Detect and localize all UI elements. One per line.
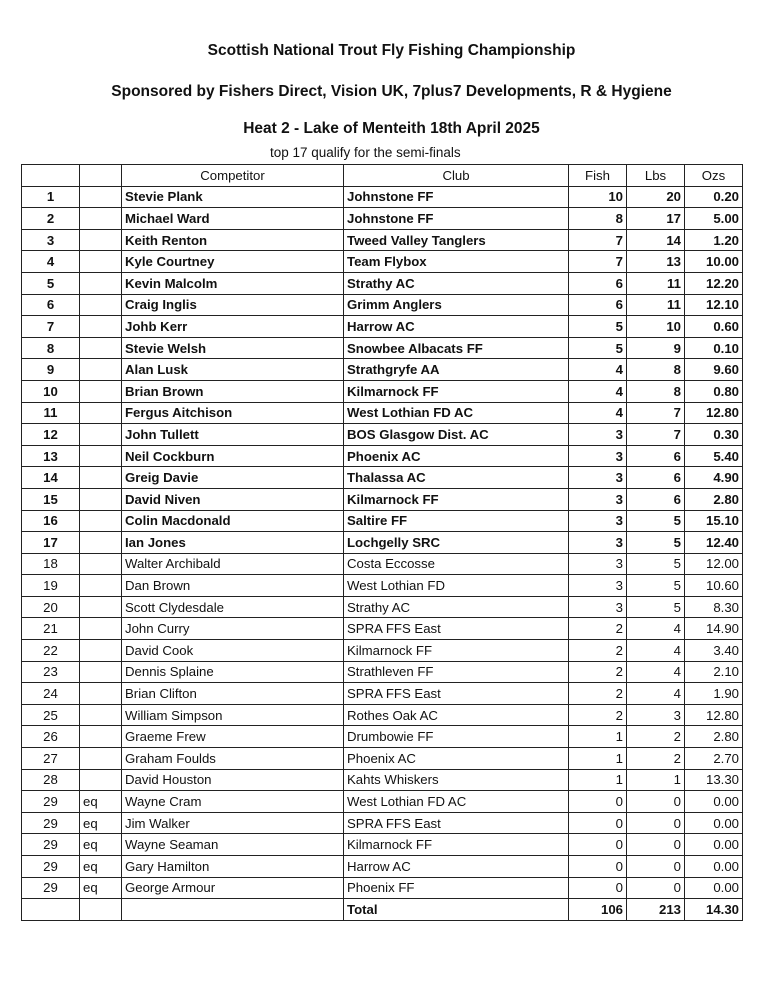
header-club: Club: [344, 165, 569, 187]
rank-cell: 1: [22, 186, 80, 208]
table-row: [22, 596, 743, 618]
header-rank: [22, 165, 80, 187]
rank-cell: 4: [22, 251, 80, 273]
lbs-cell: 17: [627, 208, 685, 230]
ozs-cell: 0.00: [685, 791, 743, 813]
eq-cell: eq: [80, 877, 122, 899]
lbs-cell: 5: [627, 510, 685, 532]
eq-cell: [80, 488, 122, 510]
lbs-cell: 8: [627, 359, 685, 381]
table-row: [22, 791, 743, 813]
table-row: [22, 208, 743, 230]
total-blank-eq: [80, 899, 122, 921]
rank-cell: 29: [22, 877, 80, 899]
table-row: [22, 359, 743, 381]
club-cell: SPRA FFS East: [344, 683, 569, 705]
club-cell: Kilmarnock FF: [344, 640, 569, 662]
eq-cell: [80, 661, 122, 683]
table-row: [22, 856, 743, 878]
fish-cell: 3: [569, 510, 627, 532]
club-cell: Phoenix FF: [344, 877, 569, 899]
ozs-cell: 4.90: [685, 467, 743, 489]
competitor-cell: George Armour: [122, 877, 344, 899]
eq-cell: eq: [80, 791, 122, 813]
total-blank-rank: [22, 899, 80, 921]
table-row: [22, 834, 743, 856]
ozs-cell: 0.00: [685, 877, 743, 899]
rank-cell: 29: [22, 834, 80, 856]
ozs-cell: 0.00: [685, 856, 743, 878]
sponsors-line: Sponsored by Fishers Direct, Vision UK, 7plus7 Developments, R & Hygiene: [111, 83, 672, 100]
fish-cell: 3: [569, 575, 627, 597]
competitor-cell: Graham Foulds: [122, 748, 344, 770]
lbs-cell: 4: [627, 640, 685, 662]
competitor-cell: John Curry: [122, 618, 344, 640]
rank-cell: 10: [22, 380, 80, 402]
table-row: [22, 575, 743, 597]
rank-cell: 8: [22, 337, 80, 359]
rank-cell: 18: [22, 553, 80, 575]
lbs-cell: 0: [627, 834, 685, 856]
ozs-cell: 12.80: [685, 402, 743, 424]
ozs-cell: 13.30: [685, 769, 743, 791]
table-row: [22, 294, 743, 316]
club-cell: BOS Glasgow Dist. AC: [344, 424, 569, 446]
club-cell: SPRA FFS East: [344, 812, 569, 834]
competitor-cell: Graeme Frew: [122, 726, 344, 748]
ozs-cell: 0.20: [685, 186, 743, 208]
rank-cell: 24: [22, 683, 80, 705]
lbs-cell: 13: [627, 251, 685, 273]
rank-cell: 15: [22, 488, 80, 510]
ozs-cell: 14.90: [685, 618, 743, 640]
lbs-cell: 0: [627, 812, 685, 834]
rank-cell: 20: [22, 596, 80, 618]
competitor-cell: David Houston: [122, 769, 344, 791]
competitor-cell: Dan Brown: [122, 575, 344, 597]
competitor-cell: Scott Clydesdale: [122, 596, 344, 618]
club-cell: West Lothian FD AC: [344, 402, 569, 424]
eq-cell: [80, 769, 122, 791]
ozs-cell: 2.80: [685, 726, 743, 748]
club-cell: Strathy AC: [344, 272, 569, 294]
ozs-cell: 2.70: [685, 748, 743, 770]
table-row: [22, 510, 743, 532]
qualify-note: top 17 qualify for the semi-finals: [270, 145, 461, 160]
fish-cell: 3: [569, 445, 627, 467]
club-cell: Harrow AC: [344, 856, 569, 878]
rank-cell: 7: [22, 316, 80, 338]
ozs-cell: 0.60: [685, 316, 743, 338]
club-cell: Kilmarnock FF: [344, 834, 569, 856]
table-row: [22, 532, 743, 554]
rank-cell: 16: [22, 510, 80, 532]
eq-cell: [80, 316, 122, 338]
club-cell: SPRA FFS East: [344, 618, 569, 640]
eq-cell: [80, 683, 122, 705]
rank-cell: 13: [22, 445, 80, 467]
fish-cell: 2: [569, 618, 627, 640]
fish-cell: 2: [569, 683, 627, 705]
club-cell: Kilmarnock FF: [344, 488, 569, 510]
table-row: [22, 488, 743, 510]
club-cell: Lochgelly SRC: [344, 532, 569, 554]
competitor-cell: Jim Walker: [122, 812, 344, 834]
header-competitor: Competitor: [122, 165, 344, 187]
rank-cell: 11: [22, 402, 80, 424]
eq-cell: [80, 402, 122, 424]
competitor-cell: Craig Inglis: [122, 294, 344, 316]
fish-cell: 1: [569, 769, 627, 791]
ozs-cell: 2.10: [685, 661, 743, 683]
lbs-cell: 0: [627, 791, 685, 813]
fish-cell: 2: [569, 661, 627, 683]
ozs-cell: 10.00: [685, 251, 743, 273]
ozs-cell: 0.00: [685, 812, 743, 834]
rank-cell: 17: [22, 532, 80, 554]
table-row: [22, 640, 743, 662]
lbs-cell: 6: [627, 445, 685, 467]
club-cell: Harrow AC: [344, 316, 569, 338]
competitor-cell: Neil Cockburn: [122, 445, 344, 467]
rank-cell: 5: [22, 272, 80, 294]
rank-cell: 22: [22, 640, 80, 662]
rank-cell: 29: [22, 791, 80, 813]
eq-cell: eq: [80, 856, 122, 878]
total-lbs: 213: [627, 899, 685, 921]
competitor-cell: Dennis Splaine: [122, 661, 344, 683]
club-cell: West Lothian FD: [344, 575, 569, 597]
eq-cell: [80, 251, 122, 273]
competitor-cell: David Cook: [122, 640, 344, 662]
competitor-cell: Brian Brown: [122, 380, 344, 402]
ozs-cell: 12.00: [685, 553, 743, 575]
total-fish: 106: [569, 899, 627, 921]
eq-cell: [80, 424, 122, 446]
results-table: [21, 164, 743, 921]
table-row: [22, 424, 743, 446]
lbs-cell: 4: [627, 618, 685, 640]
lbs-cell: 0: [627, 856, 685, 878]
lbs-cell: 11: [627, 294, 685, 316]
lbs-cell: 14: [627, 229, 685, 251]
competitor-cell: Kevin Malcolm: [122, 272, 344, 294]
club-cell: Drumbowie FF: [344, 726, 569, 748]
competitor-cell: Johb Kerr: [122, 316, 344, 338]
ozs-cell: 5.40: [685, 445, 743, 467]
competitor-cell: Kyle Courtney: [122, 251, 344, 273]
fish-cell: 4: [569, 359, 627, 381]
competitor-cell: Walter Archibald: [122, 553, 344, 575]
lbs-cell: 9: [627, 337, 685, 359]
table-row: [22, 618, 743, 640]
rank-cell: 26: [22, 726, 80, 748]
lbs-cell: 3: [627, 704, 685, 726]
table-header-row: [22, 165, 743, 187]
fish-cell: 6: [569, 294, 627, 316]
rank-cell: 25: [22, 704, 80, 726]
table-row: [22, 704, 743, 726]
fish-cell: 4: [569, 380, 627, 402]
ozs-cell: 12.40: [685, 532, 743, 554]
rank-cell: 2: [22, 208, 80, 230]
fish-cell: 3: [569, 424, 627, 446]
fish-cell: 0: [569, 791, 627, 813]
eq-cell: [80, 575, 122, 597]
header-eq: [80, 165, 122, 187]
eq-cell: [80, 272, 122, 294]
eq-cell: [80, 532, 122, 554]
club-cell: Tweed Valley Tanglers: [344, 229, 569, 251]
competitor-cell: William Simpson: [122, 704, 344, 726]
rank-cell: 9: [22, 359, 80, 381]
eq-cell: [80, 445, 122, 467]
table-row: [22, 337, 743, 359]
lbs-cell: 6: [627, 467, 685, 489]
table-row: [22, 683, 743, 705]
competitor-cell: Stevie Welsh: [122, 337, 344, 359]
club-cell: Phoenix AC: [344, 748, 569, 770]
eq-cell: [80, 337, 122, 359]
header-ozs: Ozs: [685, 165, 743, 187]
club-cell: Phoenix AC: [344, 445, 569, 467]
competitor-cell: Alan Lusk: [122, 359, 344, 381]
competitor-cell: David Niven: [122, 488, 344, 510]
heat-title: Heat 2 - Lake of Menteith 18th April 2025: [243, 120, 540, 137]
lbs-cell: 2: [627, 726, 685, 748]
rank-cell: 21: [22, 618, 80, 640]
eq-cell: [80, 229, 122, 251]
total-ozs: 14.30: [685, 899, 743, 921]
fish-cell: 2: [569, 704, 627, 726]
table-row: [22, 661, 743, 683]
eq-cell: eq: [80, 834, 122, 856]
eq-cell: [80, 618, 122, 640]
rank-cell: 29: [22, 856, 80, 878]
lbs-cell: 10: [627, 316, 685, 338]
lbs-cell: 5: [627, 553, 685, 575]
lbs-cell: 20: [627, 186, 685, 208]
club-cell: Kilmarnock FF: [344, 380, 569, 402]
lbs-cell: 8: [627, 380, 685, 402]
fish-cell: 5: [569, 337, 627, 359]
fish-cell: 2: [569, 640, 627, 662]
competitor-cell: Brian Clifton: [122, 683, 344, 705]
eq-cell: [80, 380, 122, 402]
eq-cell: [80, 596, 122, 618]
rank-cell: 6: [22, 294, 80, 316]
fish-cell: 8: [569, 208, 627, 230]
championship-title: Scottish National Trout Fly Fishing Championship: [207, 42, 576, 59]
total-blank-competitor: [122, 899, 344, 921]
eq-cell: [80, 359, 122, 381]
competitor-cell: John Tullett: [122, 424, 344, 446]
eq-cell: eq: [80, 812, 122, 834]
rank-cell: 29: [22, 812, 80, 834]
ozs-cell: 10.60: [685, 575, 743, 597]
ozs-cell: 12.80: [685, 704, 743, 726]
competitor-cell: Fergus Aitchison: [122, 402, 344, 424]
club-cell: Thalassa AC: [344, 467, 569, 489]
lbs-cell: 4: [627, 661, 685, 683]
table-row: [22, 251, 743, 273]
club-cell: Johnstone FF: [344, 186, 569, 208]
lbs-cell: 5: [627, 596, 685, 618]
eq-cell: [80, 467, 122, 489]
club-cell: Snowbee Albacats FF: [344, 337, 569, 359]
ozs-cell: 12.10: [685, 294, 743, 316]
lbs-cell: 7: [627, 402, 685, 424]
club-cell: Saltire FF: [344, 510, 569, 532]
rank-cell: 3: [22, 229, 80, 251]
fish-cell: 7: [569, 251, 627, 273]
competitor-cell: Ian Jones: [122, 532, 344, 554]
ozs-cell: 12.20: [685, 272, 743, 294]
fish-cell: 0: [569, 812, 627, 834]
rank-cell: 27: [22, 748, 80, 770]
club-cell: Johnstone FF: [344, 208, 569, 230]
competitor-cell: Wayne Cram: [122, 791, 344, 813]
fish-cell: 1: [569, 748, 627, 770]
rank-cell: 12: [22, 424, 80, 446]
lbs-cell: 1: [627, 769, 685, 791]
club-cell: Costa Eccosse: [344, 553, 569, 575]
club-cell: West Lothian FD AC: [344, 791, 569, 813]
table-row: [22, 272, 743, 294]
club-cell: Strathy AC: [344, 596, 569, 618]
table-row: [22, 877, 743, 899]
ozs-cell: 1.20: [685, 229, 743, 251]
lbs-cell: 7: [627, 424, 685, 446]
eq-cell: [80, 748, 122, 770]
club-cell: Kahts Whiskers: [344, 769, 569, 791]
lbs-cell: 5: [627, 575, 685, 597]
table-row: [22, 402, 743, 424]
table-row: [22, 186, 743, 208]
fish-cell: 1: [569, 726, 627, 748]
eq-cell: [80, 726, 122, 748]
ozs-cell: 0.00: [685, 834, 743, 856]
fish-cell: 6: [569, 272, 627, 294]
club-cell: Grimm Anglers: [344, 294, 569, 316]
ozs-cell: 9.60: [685, 359, 743, 381]
club-cell: Strathleven FF: [344, 661, 569, 683]
ozs-cell: 5.00: [685, 208, 743, 230]
lbs-cell: 0: [627, 877, 685, 899]
competitor-cell: Keith Renton: [122, 229, 344, 251]
club-cell: Strathgryfe AA: [344, 359, 569, 381]
fish-cell: 10: [569, 186, 627, 208]
ozs-cell: 1.90: [685, 683, 743, 705]
fish-cell: 3: [569, 532, 627, 554]
eq-cell: [80, 704, 122, 726]
lbs-cell: 6: [627, 488, 685, 510]
eq-cell: [80, 186, 122, 208]
lbs-cell: 5: [627, 532, 685, 554]
fish-cell: 5: [569, 316, 627, 338]
table-row: [22, 380, 743, 402]
ozs-cell: 0.10: [685, 337, 743, 359]
fish-cell: 0: [569, 877, 627, 899]
eq-cell: [80, 553, 122, 575]
rank-cell: 28: [22, 769, 80, 791]
fish-cell: 3: [569, 467, 627, 489]
fish-cell: 4: [569, 402, 627, 424]
eq-cell: [80, 640, 122, 662]
table-row: [22, 467, 743, 489]
eq-cell: [80, 294, 122, 316]
competitor-cell: Michael Ward: [122, 208, 344, 230]
fish-cell: 7: [569, 229, 627, 251]
rank-cell: 19: [22, 575, 80, 597]
table-row: [22, 316, 743, 338]
header-lbs: Lbs: [627, 165, 685, 187]
lbs-cell: 2: [627, 748, 685, 770]
fish-cell: 3: [569, 553, 627, 575]
club-cell: Team Flybox: [344, 251, 569, 273]
ozs-cell: 0.30: [685, 424, 743, 446]
table-row: [22, 769, 743, 791]
table-row: [22, 726, 743, 748]
fish-cell: 3: [569, 488, 627, 510]
rank-cell: 14: [22, 467, 80, 489]
fish-cell: 3: [569, 596, 627, 618]
table-row: [22, 553, 743, 575]
eq-cell: [80, 510, 122, 532]
lbs-cell: 11: [627, 272, 685, 294]
ozs-cell: 3.40: [685, 640, 743, 662]
table-row: [22, 748, 743, 770]
table-row: [22, 812, 743, 834]
competitor-cell: Colin Macdonald: [122, 510, 344, 532]
rank-cell: 23: [22, 661, 80, 683]
competitor-cell: Stevie Plank: [122, 186, 344, 208]
competitor-cell: Greig Davie: [122, 467, 344, 489]
eq-cell: [80, 208, 122, 230]
club-cell: Rothes Oak AC: [344, 704, 569, 726]
competitor-cell: Gary Hamilton: [122, 856, 344, 878]
ozs-cell: 15.10: [685, 510, 743, 532]
fish-cell: 0: [569, 834, 627, 856]
ozs-cell: 0.80: [685, 380, 743, 402]
competitor-cell: Wayne Seaman: [122, 834, 344, 856]
header-fish: Fish: [569, 165, 627, 187]
table-row: [22, 229, 743, 251]
total-label: Total: [344, 899, 569, 921]
ozs-cell: 2.80: [685, 488, 743, 510]
lbs-cell: 4: [627, 683, 685, 705]
ozs-cell: 8.30: [685, 596, 743, 618]
table-row: [22, 445, 743, 467]
fish-cell: 0: [569, 856, 627, 878]
total-row: [22, 899, 743, 921]
